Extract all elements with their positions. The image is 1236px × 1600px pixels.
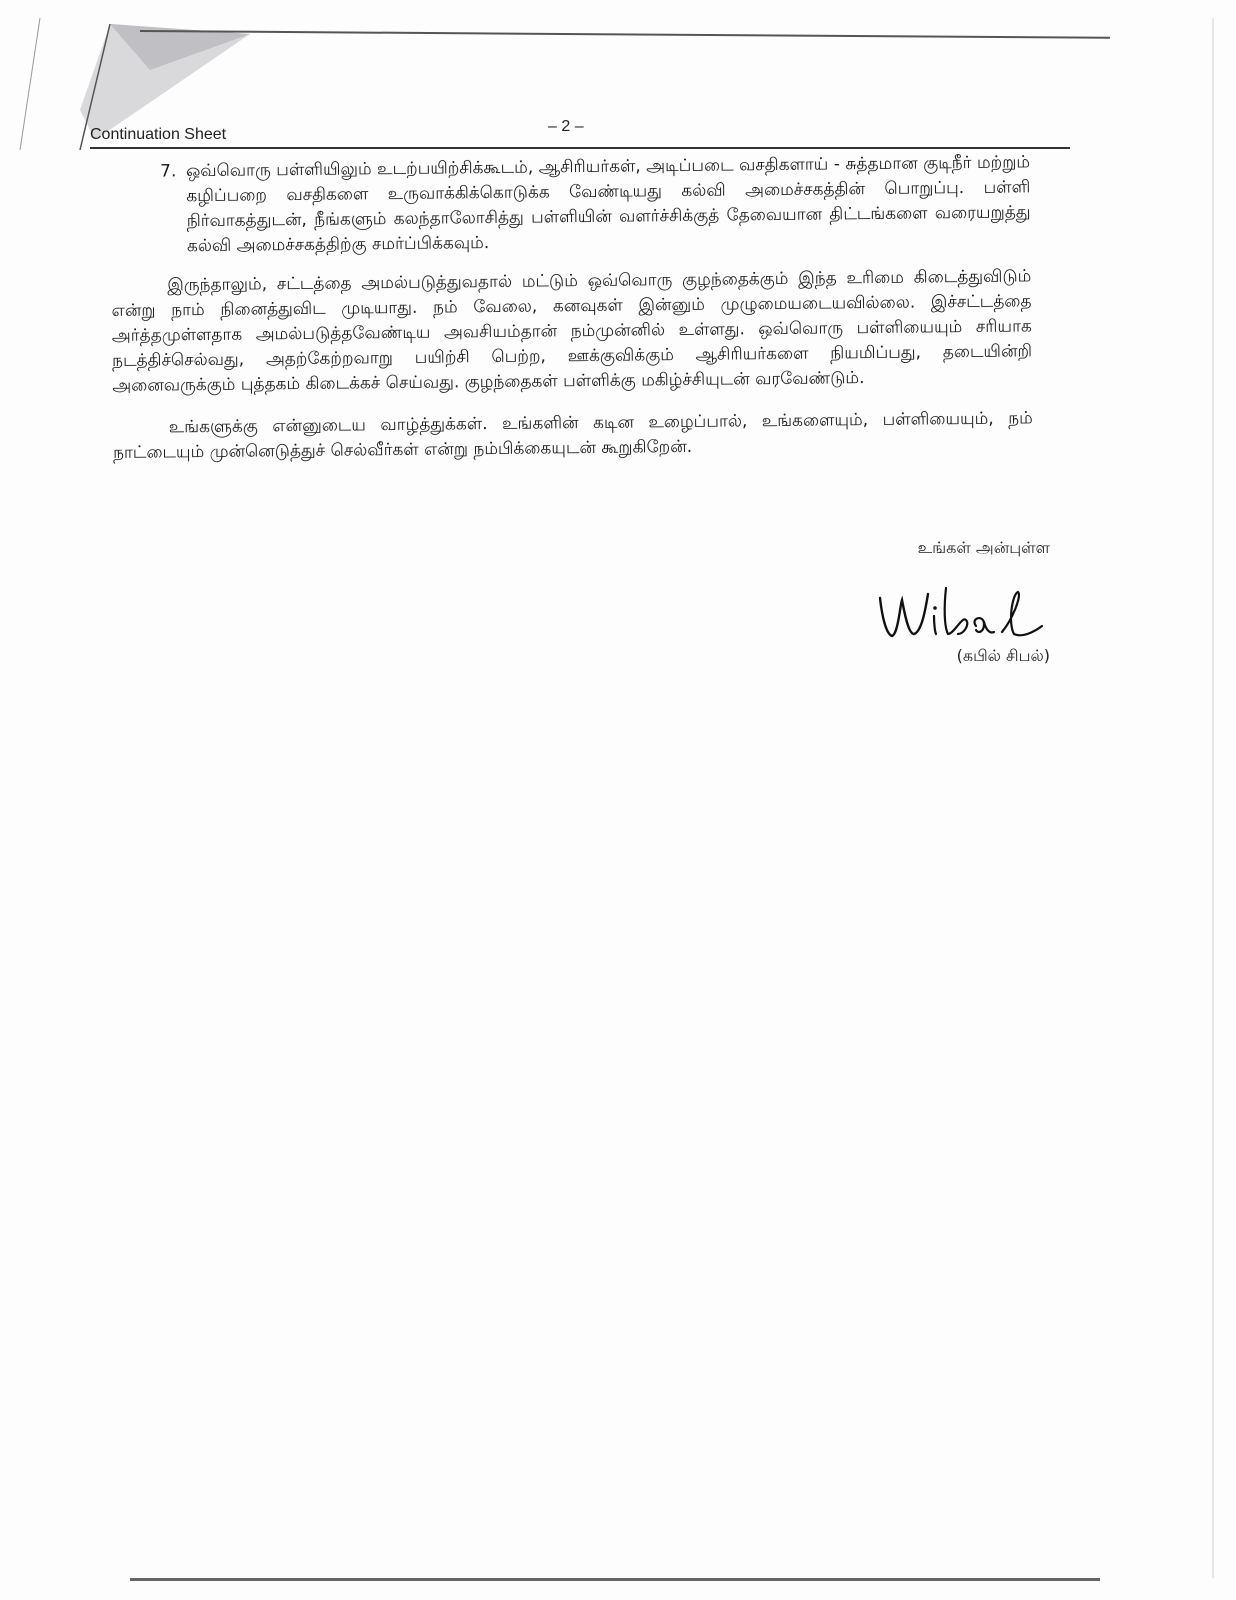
continuation-sheet-label: Continuation Sheet (90, 126, 227, 143)
numbered-point-7 (160, 150, 1031, 259)
folded-corner-shadow (0, 0, 260, 180)
closing-salutation: உங்கள் அன்புள்ள (917, 538, 1050, 557)
letter-body (110, 150, 1033, 483)
paragraph-wishes: உங்களுக்கு என்னுடைய வாழ்த்துக்கள். உங்களின் கடின உழைப்பால், உங்களையும், பள்ளியையும், நம் நாட்டையும் முன்னெடுத்துச் செல்வீர்கள் என்று நம்பிக்கையுடன் கூறுகிறேன். (112, 408, 1033, 463)
scan-right-edge (1212, 18, 1214, 1578)
header-rule (90, 147, 1070, 149)
paragraph-implementation: இருந்தாலும், சட்டத்தை அமல்படுத்துவதால் மட்டும் ஒவ்வொரு குழந்தைக்கும் இந்த உரிமை கிடைத்துவிடும் என்று நாம் நினைத்துவிட முடியாது. நம் வேலை, கனவுகள் இன்னும் முழுமையடையவில்லை. இச்சட்டத்தை அர்த்தமுள்ளதாக அமல்படுத்தவேண்டிய அவசியம்தான் நம்முன்னில் உள்ளது. ஒவ்வொரு பள்ளியையும் சரியாக நடத்திச்செல்வது, அதற்கேற்றவாறு பயிற்சி பெற்ற, ஊக்குவிக்கும் ஆசிரியர்களை நியமிப்பது, தடையின்றி அனைவருக்கும் புத்தகம் கிடைக்கச் செய்வது. குழந்தைகள் பள்ளிக்கு மகிழ்ச்சியுடன் வரவேண்டும். (111, 266, 1033, 396)
point-number: 7. (160, 161, 177, 182)
page-number: – 2 – (548, 118, 584, 135)
scan-bottom-edge (130, 1578, 1100, 1581)
signatory-name: (கபில் சிபல்) (956, 646, 1050, 665)
point-text: ஒவ்வொரு பள்ளியிலும் உடற்பயிற்சிக்கூடம், ஆசிரியர்கள், அடிப்படை வசதிகளாய் - சுத்தமான குடிநீர் மற்றும் கழிப்பறை வசதிகளை உருவாக்கிக்கொடுக்க வேண்டியது கல்வி அமைச்சகத்தின் பொறுப்பு. பள்ளி நிர்வாகத்துடன், நீங்களும் கலந்தாலோசித்து பள்ளியின் வளர்ச்சிக்குத் தேவையான திட்டங்களை வரையறுத்து கல்வி அமைச்சகத்திற்கு சமர்ப்பிக்கவும். (186, 152, 1031, 257)
handwritten-signature (872, 576, 1052, 646)
page-header (90, 118, 1070, 152)
scan-top-edge (140, 30, 1110, 39)
